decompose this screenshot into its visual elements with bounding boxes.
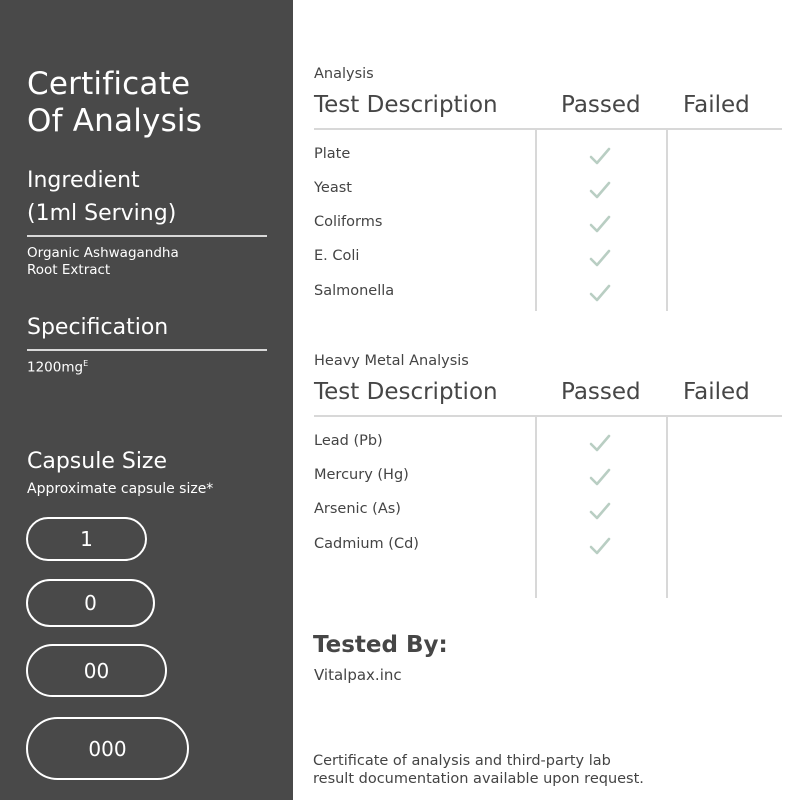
- ingredient-heading: [27, 164, 176, 230]
- check-icon: [589, 432, 611, 454]
- heavy-metal-column-divider-2: [666, 416, 668, 598]
- footnote: [313, 752, 733, 788]
- right-panel: [293, 0, 800, 800]
- title-line-1: Certificate: [27, 66, 191, 102]
- analysis-header-passed: Passed: [561, 92, 641, 118]
- capsule-size-0: 0: [26, 579, 155, 627]
- ingredient-divider: [27, 235, 267, 237]
- certificate-title: [27, 66, 202, 140]
- check-icon: [589, 500, 611, 522]
- tested-by-value: Vitalpax.inc: [314, 666, 402, 684]
- heavy-metal-header-passed: Passed: [561, 379, 641, 405]
- capsule-size-000: 000: [26, 717, 189, 780]
- check-icon: [589, 213, 611, 235]
- heavy-metal-label: Heavy Metal Analysis: [314, 353, 469, 369]
- ingredient-heading-line-1: Ingredient: [27, 168, 140, 193]
- capsule-size-heading: Capsule Size: [27, 449, 168, 474]
- footnote-line-1: Certificate of analysis and third-party lab: [313, 753, 611, 769]
- check-icon: [589, 282, 611, 304]
- analysis-header-failed: Failed: [683, 92, 750, 118]
- heavy-metal-row-label: Arsenic (As): [314, 501, 401, 517]
- heavy-metal-header-description: Test Description: [314, 379, 498, 405]
- analysis-label: Analysis: [314, 66, 374, 82]
- check-icon: [589, 466, 611, 488]
- specification-value: [27, 359, 88, 376]
- heavy-metal-header-failed: Failed: [683, 379, 750, 405]
- heavy-metal-row-label: Lead (Pb): [314, 433, 383, 449]
- specification-superscript: E: [83, 359, 89, 368]
- heavy-metal-column-divider-1: [535, 416, 537, 598]
- ingredient-heading-line-2: (1ml Serving): [27, 201, 177, 226]
- analysis-column-divider-2: [666, 129, 668, 311]
- analysis-row-label: Salmonella: [314, 283, 395, 299]
- heavy-metal-row-label: Mercury (Hg): [314, 467, 409, 483]
- analysis-column-divider-1: [535, 129, 537, 311]
- ingredient-value-line-1: Organic Ashwagandha: [27, 245, 179, 261]
- specification-heading: Specification: [27, 315, 169, 340]
- analysis-row-label: Yeast: [314, 180, 352, 196]
- check-icon: [589, 535, 611, 557]
- check-icon: [589, 179, 611, 201]
- analysis-row-label: E. Coli: [314, 248, 360, 264]
- capsule-size-1: 1: [26, 517, 147, 561]
- specification-amount: 1200mg: [27, 359, 84, 376]
- left-panel: [0, 0, 293, 800]
- heavy-metal-row-label: Cadmium (Cd): [314, 536, 419, 552]
- specification-divider: [27, 349, 267, 351]
- analysis-header-divider: [314, 128, 782, 130]
- footnote-line-2: result documentation available upon request.: [313, 771, 644, 787]
- capsule-size-00: 00: [26, 644, 167, 697]
- check-icon: [589, 145, 611, 167]
- ingredient-value-line-2: Root Extract: [27, 262, 111, 278]
- analysis-row-label: Coliforms: [314, 214, 383, 230]
- title-line-2: Of Analysis: [27, 103, 203, 139]
- analysis-row-label: Plate: [314, 146, 351, 162]
- check-icon: [589, 247, 611, 269]
- analysis-header-description: Test Description: [314, 92, 498, 118]
- tested-by-heading: Tested By:: [313, 632, 448, 658]
- capsule-size-subheading: Approximate capsule size*: [27, 481, 214, 497]
- heavy-metal-header-divider: [314, 415, 782, 417]
- ingredient-value: [27, 245, 257, 279]
